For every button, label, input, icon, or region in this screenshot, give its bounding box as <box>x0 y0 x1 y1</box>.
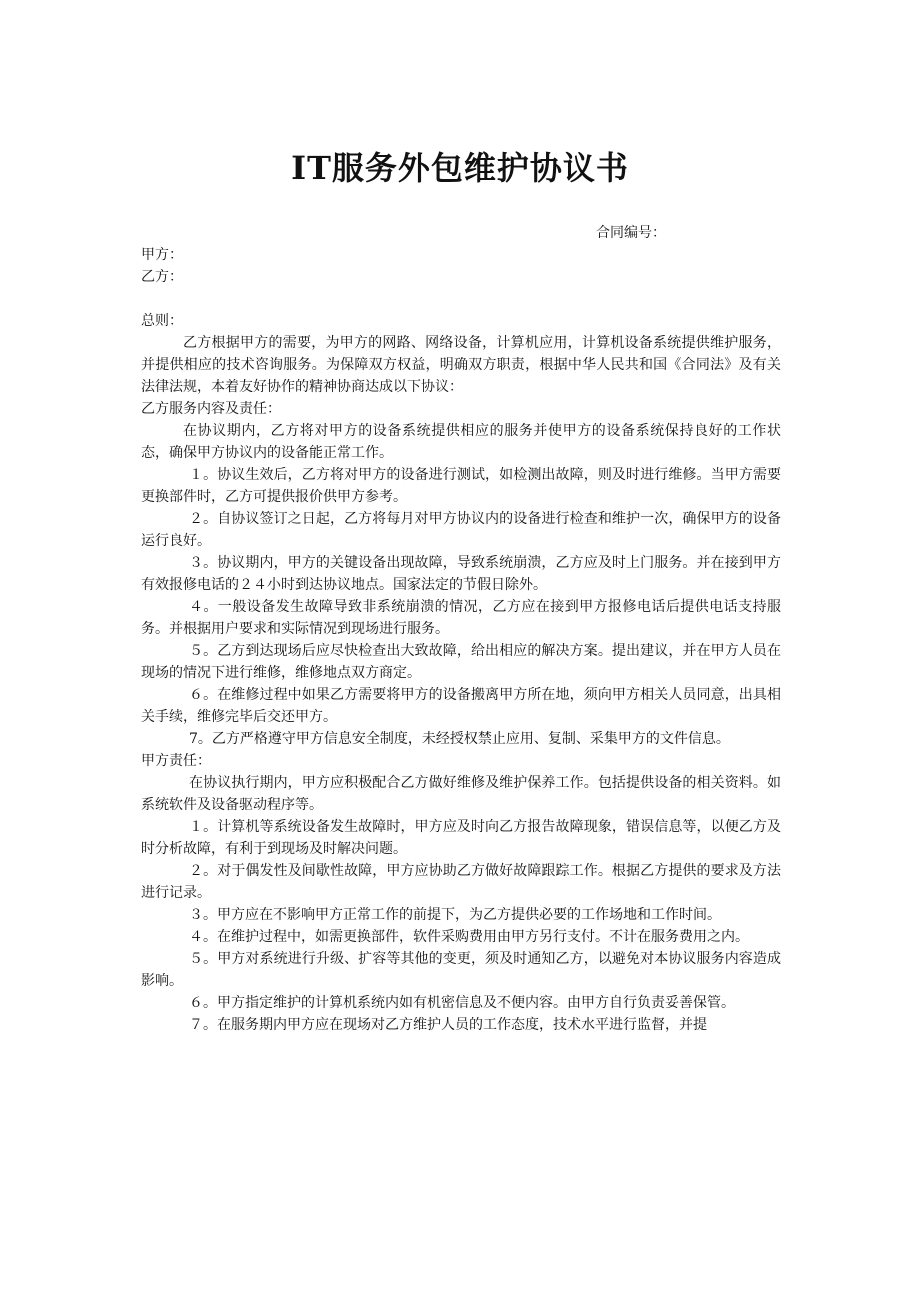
party-a-item-7: ７。在服务期内甲方应在现场对乙方维护人员的工作态度，技术水平进行监督，并提 <box>189 1017 707 1033</box>
spacer <box>141 288 781 310</box>
party-a-item-6: ６。甲方指定维护的计算机系统内如有机密信息及不便内容。由甲方自行负责妥善保管。 <box>189 995 735 1011</box>
party-b-item-6: ６。在维修过程中如果乙方需要将甲方的设备搬离甲方所在地，须向甲方相关人员同意，出具相关手续，维修完毕后交还甲方。 <box>141 687 781 725</box>
party-b-item-1: １。协议生效后，乙方将对甲方的设备进行测试，如检测出故障，则及时进行维修。当甲方需要更换部件时，乙方可提供报价供甲方参考。 <box>141 467 781 505</box>
party-b-section-intro: 在协议期内，乙方将对甲方的设备系统提供相应的服务并使甲方的设备系统保持良好的工作状态，确保甲方协议内的设备能正常工作。 <box>141 423 781 461</box>
general-heading: 总则： <box>141 313 183 329</box>
party-a-item-3: ３。甲方应在不影响甲方正常工作的前提下，为乙方提供必要的工作场地和工作时间。 <box>189 907 721 923</box>
party-b-label: 乙方： <box>141 269 183 285</box>
party-b-item-4: ４。一般设备发生故障导致非系统崩溃的情况，乙方应在接到甲方报修电话后提供电话支持服务。并根据用户要求和实际情况到现场进行服务。 <box>141 599 781 637</box>
party-b-item-3: ３。协议期内，甲方的关键设备出现故障，导致系统崩溃，乙方应及时上门服务。并在接到甲方有效报修电话的２４小时到达协议地点。国家法定的节假日除外。 <box>141 555 781 593</box>
party-b-item-2: ２。自协议签订之日起，乙方将每月对甲方协议内的设备进行检查和维护一次，确保甲方的设备运行良好。 <box>141 511 781 549</box>
party-b-section-heading: 乙方服务内容及责任： <box>141 401 281 417</box>
party-a-label: 甲方： <box>141 247 183 263</box>
general-paragraph: 乙方根据甲方的需要，为甲方的网路、网络设备，计算机应用，计算机设备系统提供维护服务，并提供相应的技术咨询服务。为保障双方权益，明确双方职责，根据中华人民共和国《合同法》及有关法律法规，本着友好协作的精神协商达成以下协议： <box>141 335 781 395</box>
document-title: IT服务外包维护协议书 <box>291 149 629 187</box>
party-b-item-7: 7。乙方严格遵守甲方信息安全制度，未经授权禁止应用、复制、采集甲方的文件信息。 <box>189 731 730 747</box>
party-a-item-5: ５。甲方对系统进行升级、扩容等其他的变更，须及时通知乙方，以避免对本协议服务内容造成影响。 <box>141 951 781 989</box>
party-b-item-5: ５。乙方到达现场后应尽快检查出大致故障，给出相应的解决方案。提出建议，并在甲方人员在现场的情况下进行维修，维修地点双方商定。 <box>141 643 781 681</box>
party-a-item-2: ２。对于偶发性及间歇性故障，甲方应协助乙方做好故障跟踪工作。根据乙方提供的要求及方法进行记录。 <box>141 863 781 901</box>
party-a-item-1: １。计算机等系统设备发生故障时，甲方应及时向乙方报告故障现象，错误信息等，以便乙方及时分析故障，有利于到现场及时解决问题。 <box>141 819 781 857</box>
party-a-section-heading: 甲方责任： <box>141 753 211 769</box>
contract-number-label: 合同编号： <box>596 225 666 241</box>
document-body <box>141 244 781 1036</box>
party-a-item-4: ４。在维护过程中，如需更换部件，软件采购费用由甲方另行支付。不计在服务费用之内。 <box>189 929 749 945</box>
party-a-section-intro: 在协议执行期内，甲方应积极配合乙方做好维修及维护保养工作。包括提供设备的相关资料。如系统软件及设备驱动程序等。 <box>141 775 781 813</box>
